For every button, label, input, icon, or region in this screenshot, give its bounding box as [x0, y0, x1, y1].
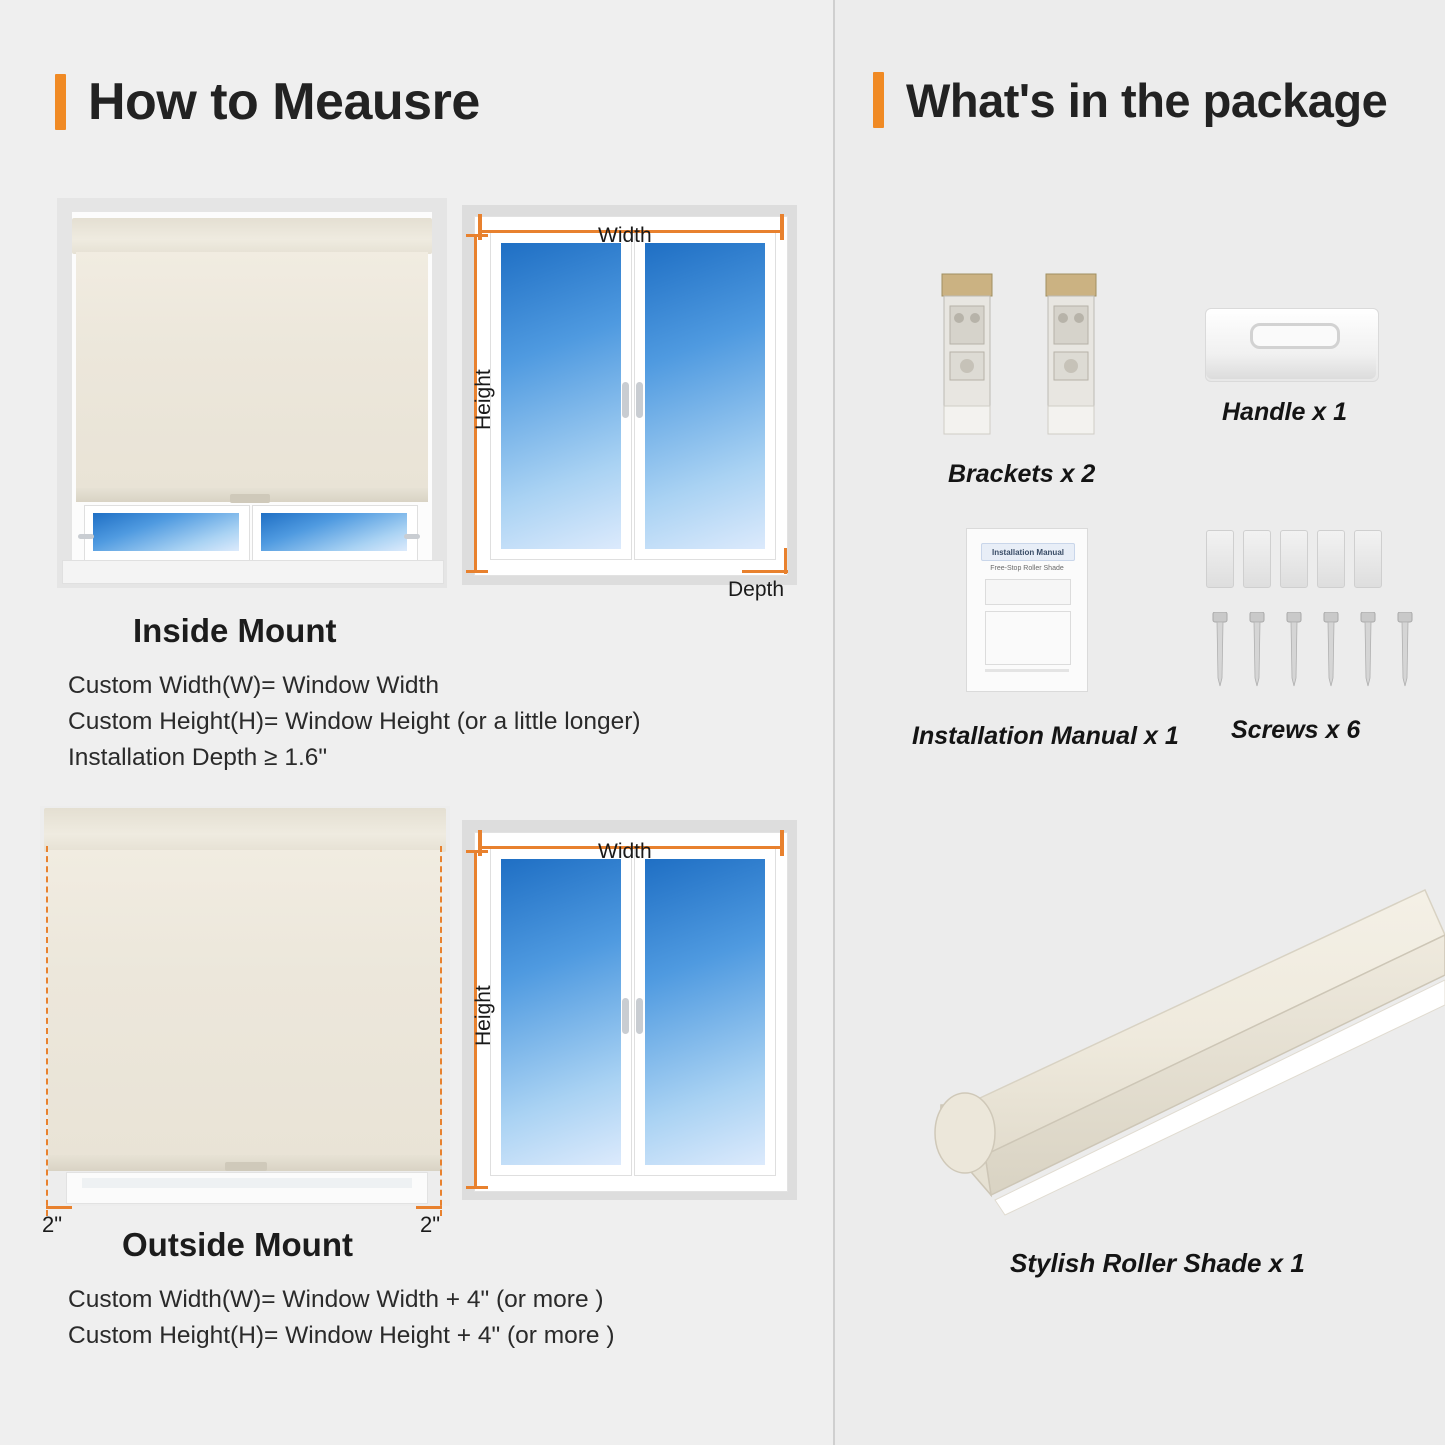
label-height-outside: Height — [472, 985, 495, 1046]
inside-mount-line-1: Custom Width(W)= Window Width — [68, 672, 439, 699]
handle-base — [1206, 355, 1376, 379]
shade-fabric — [76, 252, 428, 492]
outside-window-sill — [66, 1172, 428, 1204]
accent-bar-right — [873, 72, 884, 128]
overhang-tick-right — [416, 1206, 442, 1209]
window-handle-left — [78, 534, 94, 539]
anchor-icon-3 — [1280, 530, 1308, 588]
outside-mount-line-1: Custom Width(W)= Window Width + 4" (or more ) — [68, 1286, 604, 1313]
brackets-label: Brackets x 2 — [948, 460, 1096, 488]
how-to-measure-title: How to Meausre — [88, 73, 480, 131]
anchor-icon-5 — [1354, 530, 1382, 588]
outside-shade-headrail — [44, 808, 446, 852]
roller-shade-label: Stylish Roller Shade x 1 — [1010, 1248, 1305, 1278]
overhang-tick-left — [46, 1206, 72, 1209]
label-width-inside: Width — [598, 224, 652, 247]
outside-measure-sash-left — [490, 848, 632, 1176]
outside-mark-top-right — [780, 830, 784, 856]
window-handle-right — [404, 534, 420, 539]
mark-depth-line — [742, 570, 788, 573]
shade-headrail — [72, 218, 432, 254]
label-overhang-left: 2" — [42, 1212, 63, 1237]
screws-label: Screws x 6 — [1231, 716, 1361, 744]
screw-icon-1 — [1211, 612, 1229, 697]
outside-mark-height-bottom-tick — [466, 1186, 488, 1189]
inside-mount-title: Inside Mount — [133, 612, 337, 649]
outside-shade-fabric — [48, 850, 442, 1160]
screw-icon-6 — [1396, 612, 1414, 697]
how-to-measure-heading — [55, 72, 480, 132]
manual-text-line — [985, 669, 1069, 672]
screw-icon-5 — [1359, 612, 1377, 697]
measure-sash-right — [634, 232, 776, 560]
anchor-icon-1 — [1206, 530, 1234, 588]
outside-measure-handle-right — [636, 998, 643, 1034]
outside-measure-glass-left — [501, 859, 621, 1165]
outside-mount-title: Outside Mount — [122, 1226, 353, 1263]
label-depth-inside: Depth — [728, 578, 785, 601]
mark-depth-tick — [784, 548, 787, 574]
window-sash-left — [84, 505, 250, 561]
outside-window-glass-strip — [82, 1178, 412, 1188]
manual-diagram-strip — [985, 579, 1071, 605]
manual-cover-title: Installation Manual — [991, 547, 1064, 557]
manual-illustration-box — [985, 611, 1071, 665]
shade-grip-handle — [230, 494, 270, 503]
window-sill — [62, 560, 444, 584]
overhang-guide-right — [440, 846, 442, 1216]
label-height-inside: Height — [472, 369, 495, 430]
window-sash-right — [252, 505, 418, 561]
outside-measure-sash-right — [634, 848, 776, 1176]
installation-manual-icon — [966, 528, 1088, 692]
bracket-icon-right — [1042, 272, 1100, 440]
measure-glass-left — [501, 243, 621, 549]
label-overhang-right: 2" — [420, 1212, 441, 1237]
outside-mark-height-top-tick — [466, 850, 488, 853]
mark-height-bottom-tick — [466, 570, 488, 573]
anchor-icon-2 — [1243, 530, 1271, 588]
accent-bar — [55, 74, 66, 130]
window-glass-left — [93, 513, 239, 551]
window-glass-right — [261, 513, 407, 551]
outside-mount-line-2: Custom Height(H)= Window Height + 4" (or more ) — [68, 1322, 615, 1349]
bracket-icon-left — [938, 272, 996, 440]
panel-divider — [833, 0, 835, 1445]
outside-measure-glass-right — [645, 859, 765, 1165]
measure-handle-left — [622, 382, 629, 418]
manual-cover-subtitle: Free-Stop Roller Shade — [990, 564, 1064, 572]
screw-icon-3 — [1285, 612, 1303, 697]
inside-mount-line-2: Custom Height(H)= Window Height (or a little longer) — [68, 708, 641, 735]
measure-sash-left — [490, 232, 632, 560]
whats-in-package-heading — [873, 72, 1387, 128]
measure-handle-right — [636, 382, 643, 418]
screw-icon-4 — [1322, 612, 1340, 697]
inside-mount-line-3: Installation Depth ≥ 1.6" — [68, 744, 328, 771]
handle-label: Handle x 1 — [1222, 398, 1348, 426]
overhang-guide-left — [46, 846, 48, 1216]
installation-manual-label: Installation Manual x 1 — [912, 722, 1179, 750]
outside-measure-handle-left — [622, 998, 629, 1034]
label-width-outside: Width — [598, 840, 652, 863]
roller-shade-icon — [905, 855, 1445, 1235]
handle-grip-cutout — [1250, 323, 1340, 349]
measure-glass-right — [645, 243, 765, 549]
anchor-icon-4 — [1317, 530, 1345, 588]
mark-top-right — [780, 214, 784, 240]
screw-icon-2 — [1248, 612, 1266, 697]
mark-height-top-tick — [466, 234, 488, 237]
whats-in-package-title: What's in the package — [906, 73, 1388, 127]
handle-icon — [1205, 308, 1379, 382]
outside-shade-grip-handle — [225, 1162, 267, 1171]
